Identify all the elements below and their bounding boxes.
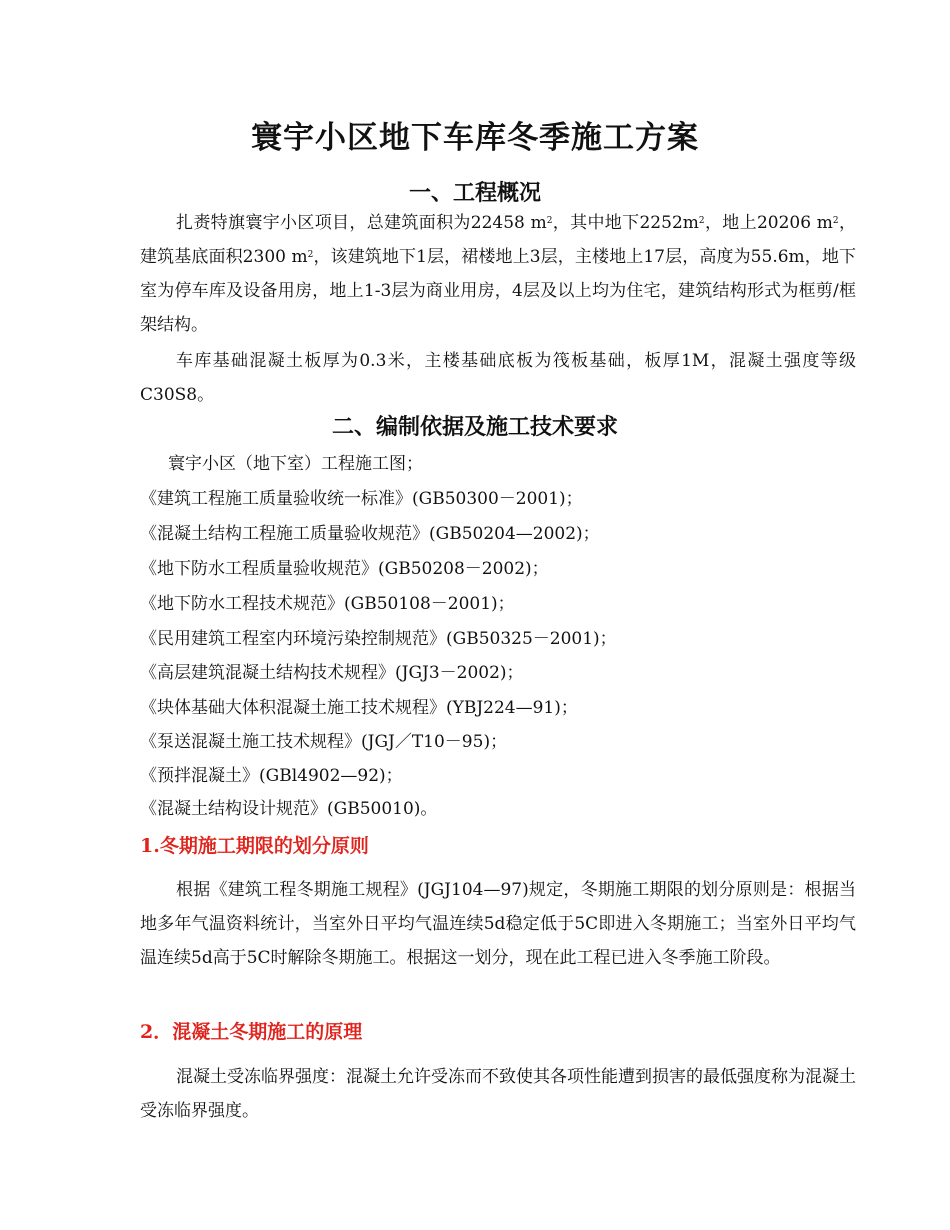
basis-item: 《地下防水工程技术规范》(GB50108－2001)； <box>140 594 515 614</box>
basis-item: 《高层建筑混凝土结构技术规程》(JGJ3－2002)； <box>140 663 524 683</box>
basis-item: 《预拌混凝土》(GBl4902—92)； <box>140 766 403 786</box>
overview-text-4: ，建筑基底面积2300 m <box>140 213 856 267</box>
superscript: 2 <box>546 216 553 226</box>
basis-item: 《混凝土结构设计规范》(GB50010)。 <box>140 799 438 819</box>
basis-item: 《民用建筑工程室内环境污染控制规范》(GB50325－2001)； <box>140 629 617 649</box>
page-title: 寰宇小区地下车库冬季施工方案 <box>251 120 699 156</box>
superscript: 2 <box>307 250 314 260</box>
section-heading-basis: 二、编制依据及施工技术要求 <box>331 414 618 440</box>
overview-text-5: ，该建筑地下1层，裙楼地上3层，主楼地上17层，高度为55.6m，地下室为停车库及设备用房，地上1-3层为商业用房，4层及以上均为住宅，建筑结构形式为框剪/框架结构。 <box>140 247 856 335</box>
section-heading-overview: 一、工程概况 <box>408 180 541 206</box>
winter-period-paragraph: 根据《建筑工程冬期施工规程》(JGJ104—97)规定，冬期施工期限的划分原则是：根据当地多年气温资料统计，当室外日平均气温连续5d稳定低于5C即进入冬期施工；当室外日平均气温连续5d高于5C时解除冬期施工。根据这一划分，现在此工程已进入冬季施工阶段。 <box>140 880 856 968</box>
overview-text-1: 扎赉特旗寰宇小区项目，总建筑面积为22458 m <box>176 213 547 233</box>
basis-item: 《泵送混凝土施工技术规程》(JGJ／T10－95)； <box>140 732 508 752</box>
basis-item: 《混凝土结构工程施工质量验收规范》(GB50204—2002)； <box>140 524 600 544</box>
basis-item: 寰宇小区（地下室）工程施工图； <box>168 454 423 474</box>
subsection-heading-winter-period: 1.冬期施工期限的划分原则 <box>140 835 369 857</box>
basis-item: 《块体基础大体积混凝土施工技术规程》(YBJ224—91)； <box>140 698 578 718</box>
subsection-heading-principle: 2．混凝土冬期施工的原理 <box>140 1021 363 1043</box>
foundation-paragraph: 车库基础混凝土板厚为0.3米，主楼基础底板为筏板基础，板厚1M，混凝土强度等级C30S8。 <box>140 351 856 405</box>
overview-text-2: ，其中地下2252m <box>552 213 699 233</box>
overview-text-3: ，地上20206 m <box>704 213 833 233</box>
superscript: 2 <box>832 216 839 226</box>
overview-paragraph <box>140 206 856 342</box>
basis-item: 《建筑工程施工质量验收统一标准》(GB50300－2001)； <box>140 489 583 509</box>
basis-item: 《地下防水工程质量验收规范》(GB50208－2002)； <box>140 559 549 579</box>
superscript: 2 <box>698 216 705 226</box>
principle-paragraph: 混凝土受冻临界强度：混凝土允许受冻而不致使其各项性能遭到损害的最低强度称为混凝土受冻临界强度。 <box>140 1067 856 1121</box>
